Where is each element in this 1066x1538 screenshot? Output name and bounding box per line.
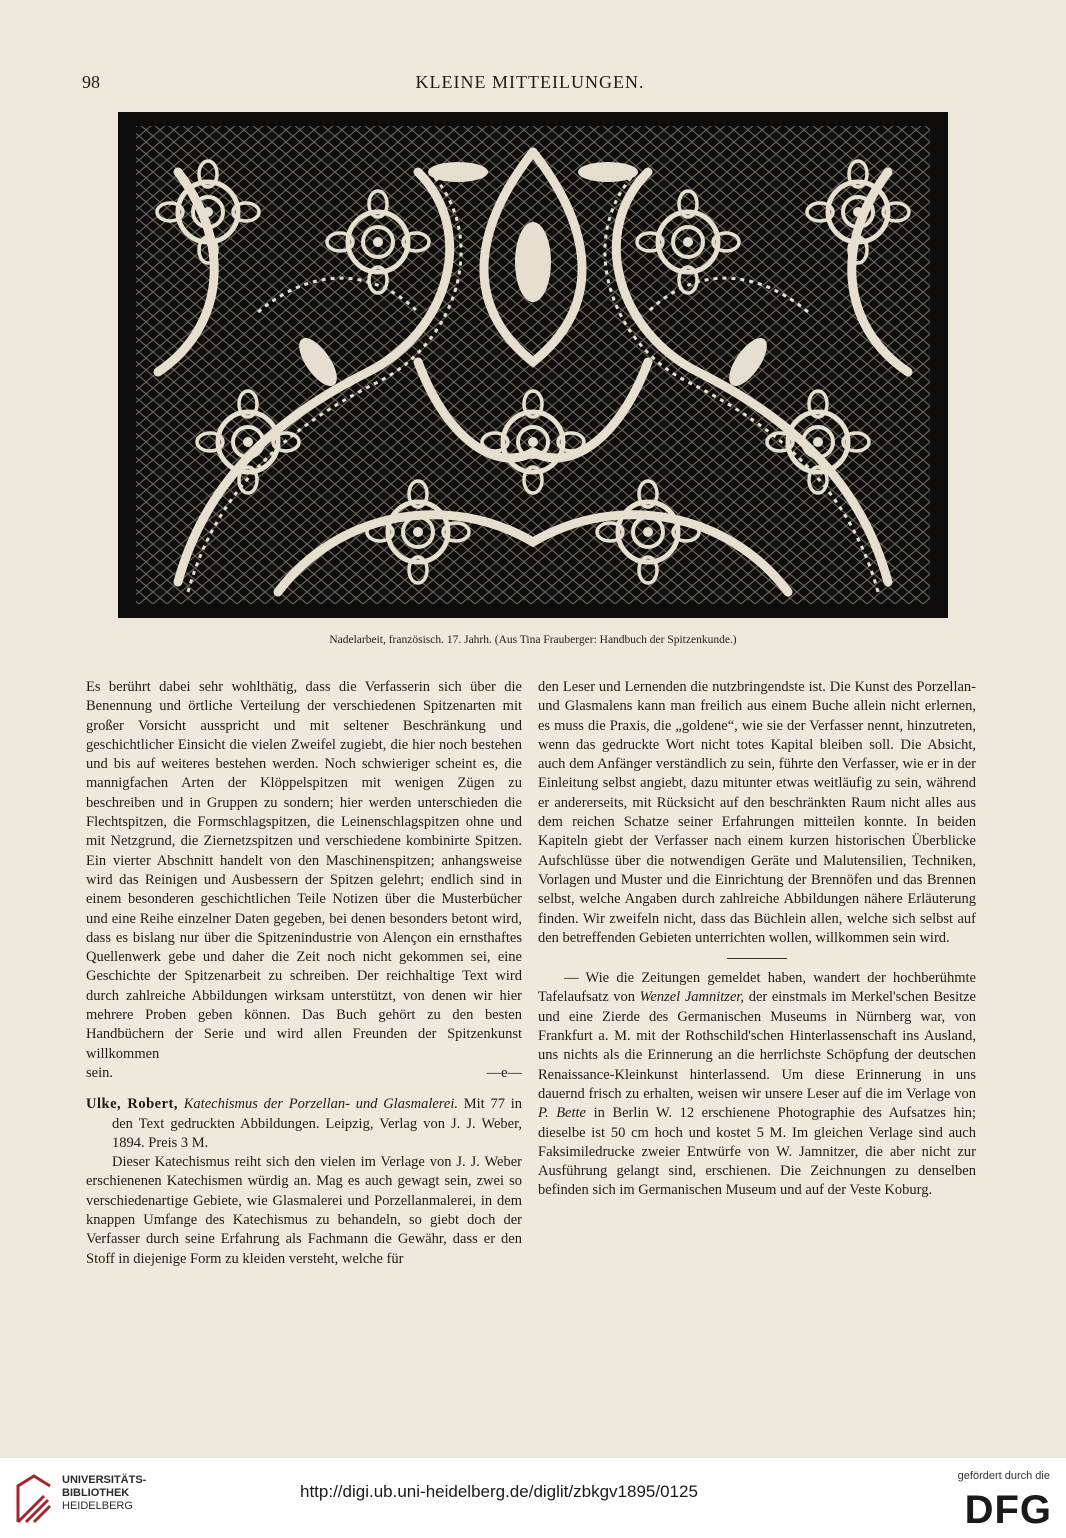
- right-paragraph-2: [538, 969, 976, 1201]
- review-entry: [86, 1095, 522, 1153]
- right-paragraph-2-start: — Wie die Zeitungen gemeldet haben, wandert der hochberühmte Tafelaufsatz von: [538, 970, 976, 1006]
- permalink-url[interactable]: http://digi.ub.uni-heidelberg.de/diglit/zbkgv1895/0125: [300, 1482, 698, 1501]
- right-column: [538, 678, 976, 1201]
- page-number: 98: [82, 72, 100, 92]
- left-column: [86, 678, 522, 1269]
- signature-line: [86, 1064, 522, 1083]
- jamnitzer-name: Wenzel Jamnitzer,: [639, 989, 745, 1006]
- dfg-logo: DFG: [964, 1488, 1052, 1532]
- running-title: KLEINE MITTEILUNGEN.: [415, 72, 645, 92]
- section-divider: [727, 958, 787, 959]
- lace-pattern-image: [118, 112, 948, 618]
- library-name: [62, 1474, 146, 1513]
- left-paragraph-1-end: sein.: [86, 1064, 113, 1081]
- funded-by-label: gefördert durch die: [957, 1470, 1050, 1482]
- review-details: Mit 77 in den Text gedruckten Abbildungen. Leipzig, Verlag von J. J. Weber, 1894. Preis 3 M.: [112, 1096, 522, 1151]
- right-paragraph-2-end: in Berlin W. 12 erschienene Photographie des Aufsatzes hin; dieselbe ist 50 cm hoch und kostet 5 M. Im gleichen Verlage sind auch Faksimiledrucke zweier Entwürfe von W. Jamnitzer, die aber nicht zur Ausführung gelangt sind, erschienen. Die Zeichnungen zu denselben befinden sich im Germanischen Museum und auf der Veste Koburg.: [538, 1105, 977, 1199]
- lace-illustration: [118, 112, 948, 618]
- digitization-footer: [0, 1458, 1066, 1538]
- university-library-logo-icon: [14, 1472, 54, 1526]
- library-line-3: HEIDELBERG: [62, 1500, 133, 1512]
- library-line-2: BIBLIOTHEK: [62, 1487, 130, 1499]
- library-line-1: UNIVERSITÄTS-: [62, 1474, 147, 1486]
- figure-caption: Nadelarbeit, französisch. 17. Jahrh. (Aus Tina Frauberger: Handbuch der Spitzenkunde.): [329, 634, 737, 646]
- page-header: [80, 72, 980, 100]
- right-paragraph-1: den Leser und Lernenden die nutzbringendste ist. Die Kunst des Porzellan- und Glasmalens kann man freilich aus einem Buche allein nicht erlernen, es muss die Praxis, die „goldene“, wie sie der Verfasser nennt, hinzutreten, wenn das gedruckte Wort nicht totes Kapital bleiben soll. Die Absicht, auch dem Anfänger verständlich zu sein, führte den Verfasser, wie er in der Einleitung selbst angiebt, dazu mitunter etwas weitläufig zu sein, während er andererseits, mit Rücksicht auf den beschränkten Raum nicht alles aus dem reichen Schatze seiner Erfahrungen mitteilen konnte. In beiden Kapiteln giebt der Verfasser nach einem kurzen historischen Überblicke Aufschlüsse über die notwendigen Geräte und Malutensilien, Techniken, Vorlagen und Muster und die Einrichtung der Brennöfen und das Brennen selbst, welche Angaben durch zahlreiche Abbildungen nähere Erläuterung finden. Wir zweifeln nicht, dass das Büchlein allen, welche sich selbst auf den betreffenden Gebieten unterrichten wollen, willkommen sein wird.: [538, 679, 976, 946]
- right-paragraph-2-mid: der einstmals im Merkel'schen Besitze und eine Zierde des Germanischen Museums in Nürnberg war, von Frankfurt a. M. mit der Rothschild'schen Hinterlassenschaft ins Ausland, uns nichts als die Erinnerung an die herrlichste Schöpfung der deutschen Renaissance-Kleinkunst hinterlassend. Um diese Erinnerung in uns dauernd frisch zu erhalten, weisen wir unsere Leser auf die im Verlage von: [538, 989, 976, 1102]
- reviewer-signature: —e—: [486, 1064, 522, 1081]
- left-paragraph-1: Es berührt dabei sehr wohlthätig, dass die Verfasserin sich über die Benennung und örtliche Verteilung der verschiedenen Spitzenarten mit großer Vorsicht ausspricht und mit seltener Beschränkung und geschichtlicher Einsicht die vielen Zweifel zugiebt, die hier noch bestehen und bis auf weiteres bestehen werden. Noch schwieriger scheint es, die mannigfachen Arten der Klöppelspitzen mit wenigen Zügen zu beschreiben und in Gruppen zu sondern; hier werden unterschieden die Flechtspitzen, die Formschlagspitzen, die Leinenschlagspitzen ohne und mit Netzgrund, die Ziernetzspitzen und verschiedene kombinirte Spitzen. Ein vierter Abschnitt handelt von den Maschinenspitzen; anhangsweise wird das Reinigen und Ausbessern der Spitzen gelehrt; endlich sind in einem besonderen geschichtlichen Teile Notizen über die Musterbücher und eine Reihe einzelner Daten gegeben, bei denen besonders betont wird, dass es bislang nur über die Spitzenindustrie von Alençon ein ernsthaftes Quellenwerk gebe und daher die Zeit noch nicht gekommen sei, eine Geschichte der Spitzenarbeit zu schreiben. Der reichhaltige Text wird durch zahlreiche Abbildungen wirksam unterstützt, von denen wir hier mehrere Proben geben können. Das Buch gehört zu den besten Handbüchern der Serie und wird allen Freunden der Spitzenkunst willkommen: [86, 679, 522, 1062]
- review-author: Ulke, Robert,: [86, 1096, 178, 1113]
- left-paragraph-2: Dieser Katechismus reiht sich den vielen im Verlage von J. J. Weber erschienenen Katechismen würdig an. Mag es auch gewagt sein, zwei so verschiedenartige Gebiete, wie Glasmalerei und Porzellanmalerei, in dem knappen Umfange des Katechismus zu behandeln, so giebt doch der Verfasser durch seine Erfahrung als Fachmann die Gewähr, dass er den Stoff in diejenige Form zu kleiden versteht, welche für: [86, 1154, 522, 1267]
- review-title: Katechismus der Porzellan- und Glasmalerei.: [183, 1096, 458, 1113]
- bette-name: P. Bette: [538, 1105, 586, 1122]
